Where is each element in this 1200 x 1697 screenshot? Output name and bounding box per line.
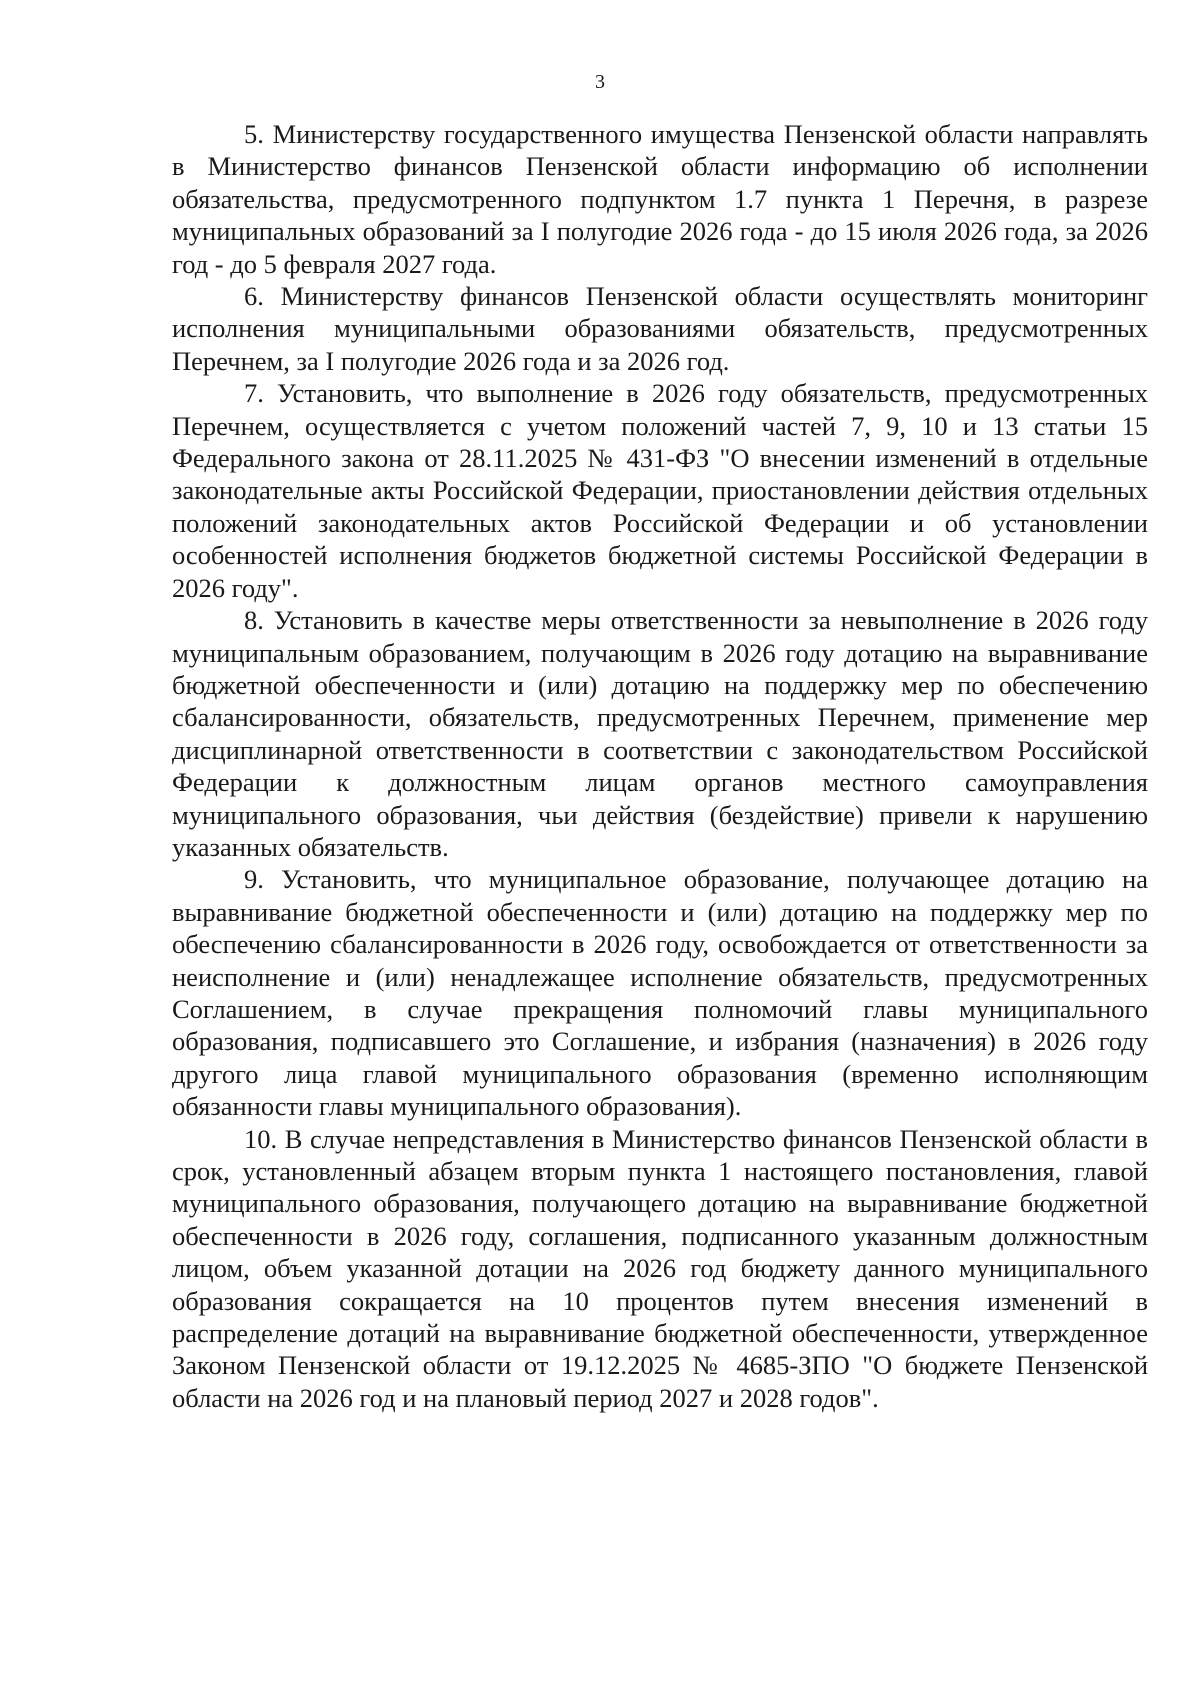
page-number: 3 (595, 71, 605, 93)
document-body (172, 118, 1148, 1414)
paragraph-10: 10. В случае непредставления в Министерство финансов Пензенской области в срок, установленный абзацем вторым пункта 1 настоящего постановления, главой муниципального образования, получающего дотацию на выравнивание бюджетной обеспеченности в 2026 году, соглашения, подписанного указанным должностным лицом, объем указанной дотации на 2026 год бюджету данного муниципального образования сокращается на 10 процентов путем внесения изменений в распределение дотаций на выравнивание бюджетной обеспеченности, утвержденное Законом Пензенской области от 19.12.2025 № 4685-ЗПО "О бюджете Пензенской области на 2026 год и на плановый период 2027 и 2028 годов". (172, 1123, 1148, 1413)
paragraph-6: 6. Министерству финансов Пензенской области осуществлять мониторинг исполнения муниципальными образованиями обязательств, предусмотренных Перечнем, за I полугодие 2026 года и за 2026 год. (172, 281, 1148, 376)
paragraph-7: 7. Установить, что выполнение в 2026 году обязательств, предусмотренных Перечнем, осуществляется с учетом положений частей 7, 9, 10 и 13 статьи 15 Федерального закона от 28.11.2025 № 431-ФЗ "О внесении изменений в отдельные законодательные акты Российской Федерации, приостановлении действия отдельных положений законодательных актов Российской Федерации и об установлении особенностей исполнения бюджетов бюджетной системы Российской Федерации в 2026 году". (172, 378, 1148, 603)
paragraph-8: 8. Установить в качестве меры ответственности за невыполнение в 2026 году муниципальным образованием, получающим в 2026 году дотацию на выравнивание бюджетной обеспеченности и (или) дотацию на поддержку мер по обеспечению сбалансированности, обязательств, предусмотренных Перечнем, применение мер дисциплинарной ответственности в соответствии с законодательством Российской Федерации к должностным лицам органов местного самоуправления муниципального образования, чьи действия (бездействие) привели к нарушению указанных обязательств. (172, 605, 1148, 862)
paragraph-5: 5. Министерству государственного имущества Пензенской области направлять в Министерство финансов Пензенской области информацию об исполнении обязательства, предусмотренного подпунктом 1.7 пункта 1 Перечня, в разрезе муниципальных образований за I полугодие 2026 года - до 15 июля 2026 года, за 2026 год - до 5 февраля 2027 года. (172, 119, 1148, 279)
paragraph-9: 9. Установить, что муниципальное образование, получающее дотацию на выравнивание бюджетной обеспеченности и (или) дотацию на поддержку мер по обеспечению сбалансированности в 2026 году, освобождается от ответственности за неисполнение и (или) ненадлежащее исполнение обязательств, предусмотренных Соглашением, в случае прекращения полномочий главы муниципального образования, подписавшего это Соглашение, и избрания (назначения) в 2026 году другого лица главой муниципального образования (временно исполняющим обязанности главы муниципального образования). (172, 864, 1148, 1122)
